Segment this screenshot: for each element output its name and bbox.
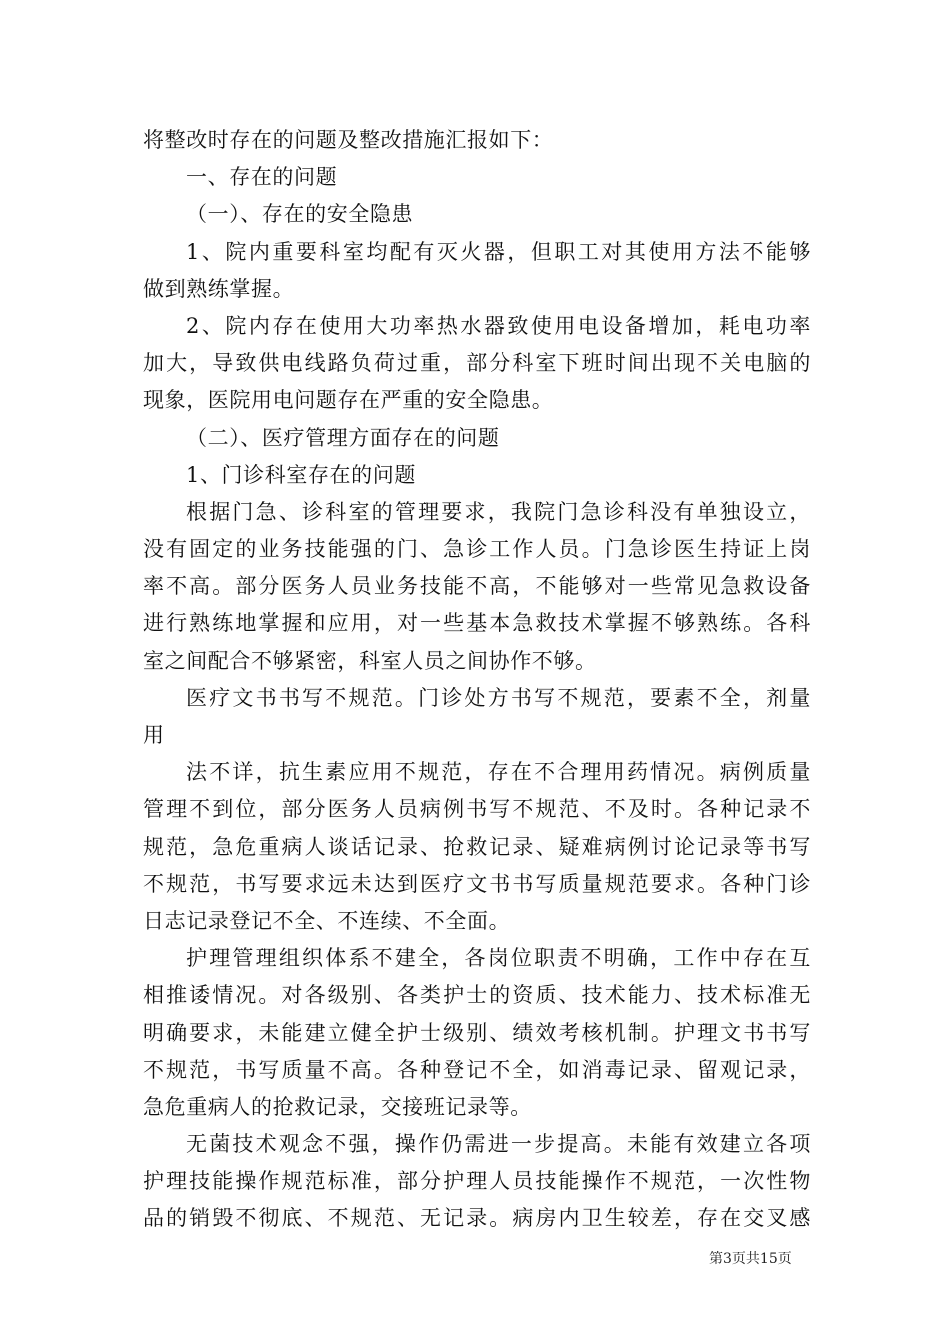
text-line: 做到熟练掌握。 bbox=[143, 276, 295, 301]
text-line: 明确要求，未能建立健全护士级别、绩效考核机制。护理文书书写 bbox=[143, 1020, 811, 1045]
text-line: 相推诿情况。对各级别、各类护士的资质、技术能力、技术标准无 bbox=[143, 983, 811, 1008]
text-line: 现象，医院用电问题存在严重的安全隐患。 bbox=[143, 388, 554, 413]
text-line: 1、院内重要科室均配有灭火器，但职工对其使用方法不能够 bbox=[186, 239, 811, 264]
text-line: 不规范，书写质量不高。各种登记不全，如消毒记录、留观记录， bbox=[143, 1057, 811, 1082]
text-line: 率不高。部分医务人员业务技能不高，不能够对一些常见急救设备 bbox=[143, 574, 811, 599]
text-line: （一）、存在的安全隐患 bbox=[186, 202, 414, 227]
text-line: 根据门急、诊科室的管理要求，我院门急诊科没有单独设立， bbox=[186, 499, 811, 524]
text-line: 护理技能操作规范标准，部分护理人员技能操作不规范，一次性物 bbox=[143, 1169, 811, 1194]
text-line: 进行熟练地掌握和应用，对一些基本急救技术掌握不够熟练。各科 bbox=[143, 611, 811, 636]
text-line: 2、院内存在使用大功率热水器致使用电设备增加，耗电功率 bbox=[186, 313, 811, 338]
text-line: 不规范，书写要求远未达到医疗文书书写质量规范要求。各种门诊 bbox=[143, 871, 811, 896]
text-line: 室之间配合不够紧密，科室人员之间协作不够。 bbox=[143, 648, 597, 673]
text-line: 管理不到位，部分医务人员病例书写不规范、不及时。各种记录不 bbox=[143, 797, 811, 822]
page-number: 第3页共15页 bbox=[709, 1251, 792, 1267]
text-line: （二）、医疗管理方面存在的问题 bbox=[186, 425, 500, 450]
text-line: 急危重病人的抢救记录，交接班记录等。 bbox=[143, 1094, 532, 1119]
text-line: 没有固定的业务技能强的门、急诊工作人员。门急诊医生持证上岗 bbox=[143, 537, 811, 562]
text-line: 医疗文书书写不规范。门诊处方书写不规范，要素不全，剂量 bbox=[186, 685, 811, 710]
document-body bbox=[143, 122, 811, 1238]
text-line: 日志记录登记不全、不连续、不全面。 bbox=[143, 908, 511, 933]
text-line: 加大，导致供电线路负荷过重，部分科室下班时间出现不关电脑的 bbox=[143, 351, 811, 376]
text-line: 护理管理组织体系不建全，各岗位职责不明确，工作中存在互 bbox=[186, 946, 811, 971]
text-line: 法不详，抗生素应用不规范，存在不合理用药情况。病例质量 bbox=[186, 760, 811, 785]
text-line: 1、门诊科室存在的问题 bbox=[186, 462, 416, 487]
text-line: 一、存在的问题 bbox=[186, 165, 338, 190]
text-line: 用 bbox=[143, 723, 165, 747]
text-line: 无菌技术观念不强，操作仍需进一步提高。未能有效建立各项 bbox=[186, 1132, 811, 1157]
text-line: 规范，急危重病人谈话记录、抢救记录、疑难病例讨论记录等书写 bbox=[143, 834, 811, 859]
text-line: 品的销毁不彻底、不规范、无记录。病房内卫生较差，存在交叉感 bbox=[143, 1206, 811, 1231]
text-line: 将整改时存在的问题及整改措施汇报如下： bbox=[143, 128, 554, 152]
